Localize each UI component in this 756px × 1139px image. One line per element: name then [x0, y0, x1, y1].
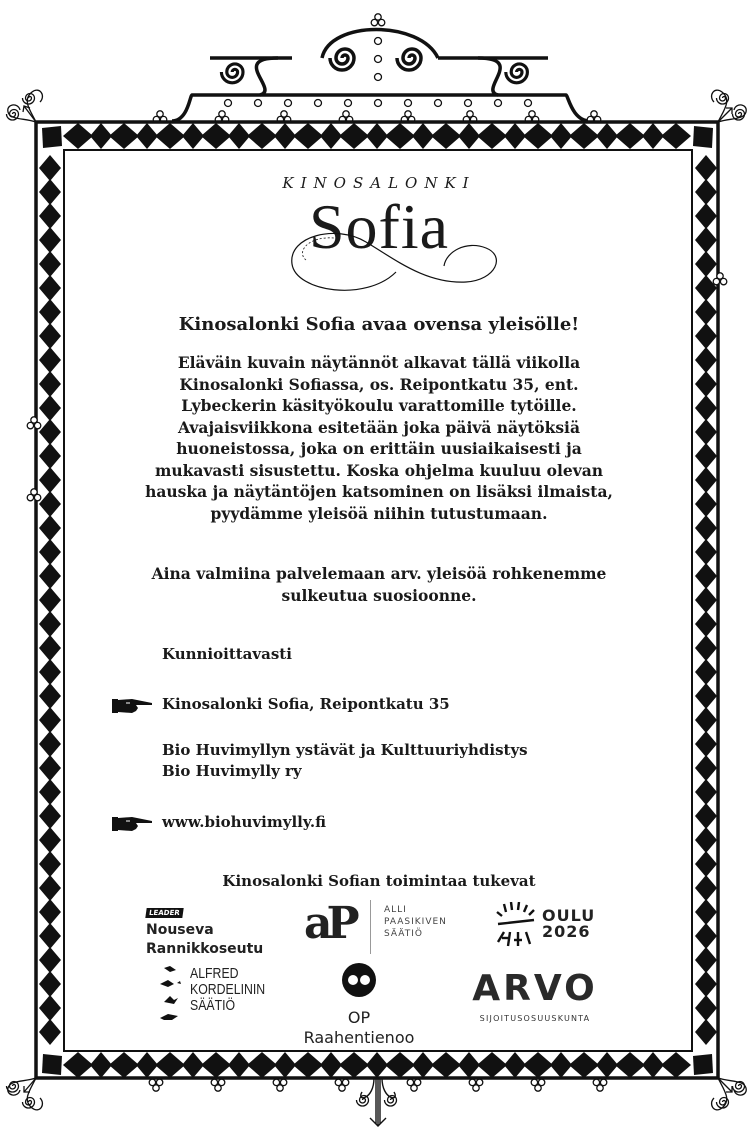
sponsor-line: ALFRED	[190, 965, 239, 982]
logo-swirl-icon	[66, 152, 692, 292]
sponsor-line: ALLI	[384, 905, 407, 915]
sponsor-line: SÄÄTIÖ	[384, 929, 423, 939]
closing-paragraph: Aina valmiina palvelemaan arv. yleisöä rohkenemme sulkeutua suosioonne.	[151, 564, 607, 605]
sponsor-line: Nouseva	[146, 922, 214, 938]
organizers-line: Bio Huvimyllyn ystävät ja Kulttuuriyhdistys Bio Huvimylly ry	[162, 741, 528, 780]
announcement-paragraph: Eläväin kuvain näytännöt alkavat tällä viikolla Kinosalonki Sofiassa, os. Reipontkatu 35, ent. Lybeckerin käsityökoulu varattomille tytöille. Avajaisviikkona esitetään joka päivä näytöksiä huoneistossa, joka on erittäin uusiaikaisesti ja mukavasti sisustettu. Koska ohjelma kuuluu olevan hauska ja näytäntöjen katsominen on lisäksi ilmaista, pyydämme yleisöä niihin tutustumaan.	[145, 353, 613, 523]
poster-content	[66, 152, 692, 1050]
sponsor-oulu-2026	[494, 902, 596, 952]
leader-badge: LEADER	[145, 908, 183, 918]
sponsor-line: OULU	[542, 906, 596, 925]
sponsor-arvo-sijoitusosuuskunta	[470, 970, 600, 1023]
signature-greeting: Kunnioittavasti	[162, 645, 292, 663]
arvo-wordmark: ARVO	[472, 968, 598, 1009]
divider	[370, 900, 371, 954]
sponsor-line: OP Raahentienoo	[303, 1008, 415, 1047]
sponsor-op-raahentienoo	[296, 962, 422, 1048]
sponsor-line: PAASIKIVEN	[384, 917, 447, 927]
sponsor-alfred-kordelinin-saatio	[158, 962, 266, 1028]
oulu-snowflake-icon	[494, 902, 538, 948]
website-link[interactable]: www.biohuvimylly.fi	[162, 813, 326, 831]
sponsor-line: SÄÄTIÖ	[190, 997, 236, 1014]
sponsor-line: Rannikkoseutu	[146, 941, 264, 957]
pointing-hand-icon	[112, 814, 156, 834]
ap-mark-icon: aP	[304, 898, 354, 949]
sponsor-line: KORDELININ	[190, 981, 266, 998]
logo-sofia-text: Sofia	[308, 191, 450, 262]
headline: Kinosalonki Sofia avaa ovensa yleisölle!	[178, 314, 580, 335]
pointing-hand-icon	[112, 696, 156, 716]
address-line: Kinosalonki Sofia, Reipontkatu 35	[162, 695, 450, 713]
logo-kinosalonki-text: KINOSALONKI	[282, 174, 476, 192]
sponsor-leader-nouseva-rannikkoseutu	[146, 900, 263, 959]
op-logo-icon	[341, 962, 377, 998]
sponsors-title: Kinosalonki Sofian toimintaa tukevat	[222, 872, 536, 890]
sponsor-line: 2026	[542, 922, 591, 941]
sponsor-line: SIJOITUSOSUUSKUNTA	[479, 1014, 591, 1023]
kordelin-birds-icon	[158, 962, 184, 1024]
